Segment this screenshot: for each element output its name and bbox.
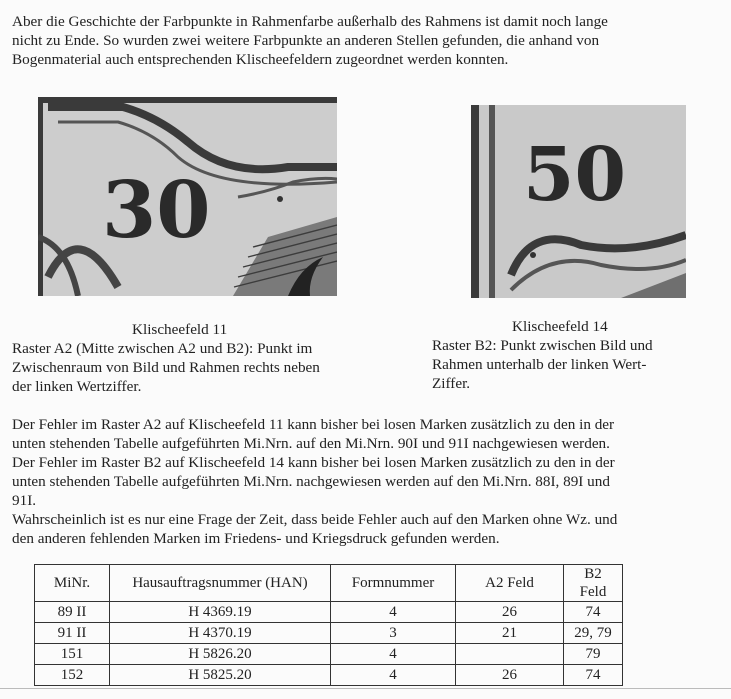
detail-line: unten stehenden Tabelle aufgeführten Mi.Nrn. nachgewiesen werden auf den Mi.Nrn. 88I, 89I und [12,473,610,490]
intro-paragraph [12,12,718,69]
col-header-minr: MiNr. [35,565,110,602]
caption-title: Klischeefeld 11 [132,321,228,338]
detail-line: den anderen fehlenden Marken im Friedens- und Kriegsdruck gefunden werden. [12,530,500,547]
cell-b2-feld: 29, 79 [564,623,623,644]
cell-a2-feld: 26 [456,602,564,623]
detail-paragraph [12,415,718,548]
cell-han: H 4370.19 [110,623,331,644]
caption-line: Raster A2 (Mitte zwischen A2 und B2): Punkt im [12,340,313,357]
caption-line: Raster B2: Punkt zwischen Bild und [432,337,653,354]
cell-formnummer: 4 [331,665,456,686]
intro-line: Bogenmaterial auch entsprechenden Klischeefeldern zugeordnet werden konnten. [12,51,509,68]
col-header-b2-feld: B2 Feld [564,565,623,602]
stamp-detail-illustration [471,105,686,298]
caption-line: Zwischenraum von Bild und Rahmen rechts neben [12,359,320,376]
cell-a2-feld: 21 [456,623,564,644]
detail-line: unten stehenden Tabelle aufgeführten Mi.Nrn. auf den Mi.Nrn. 90I und 91I nachgewiesen werden. [12,435,610,452]
cell-minr: 89 II [35,602,110,623]
table-row [35,665,623,686]
detail-line: 91I. [12,492,37,509]
stamp-detail-image-11 [38,97,337,296]
caption-title: Klischeefeld 14 [512,318,608,335]
table-row [35,602,623,623]
cell-minr: 151 [35,644,110,665]
page-bottom-divider [0,688,731,689]
table-row [35,644,623,665]
detail-line: Der Fehler im Raster B2 auf Klischeefeld 14 kann bisher bei losen Marken zusätzlich zu den in der [12,454,615,471]
cell-b2-feld: 74 [564,665,623,686]
stamp-value-text: 30 [102,165,211,256]
table-row [35,623,623,644]
caption-line: der linken Wertziffer. [12,378,142,395]
stamp-data-table [34,564,623,686]
table-header-row [35,565,623,602]
cell-formnummer: 3 [331,623,456,644]
cell-minr: 152 [35,665,110,686]
col-header-a2-feld: A2 Feld [456,565,564,602]
cell-formnummer: 4 [331,644,456,665]
intro-line: nicht zu Ende. So wurden zwei weitere Farbpunkte an anderen Stellen gefunden, die anhand von [12,32,600,49]
detail-line: Wahrscheinlich ist es nur eine Frage der Zeit, dass beide Fehler auch auf den Marken ohne Wz. und [12,511,618,528]
figure-caption-11 [12,320,362,396]
stamp-value-text: 50 [523,132,626,218]
cell-a2-feld [456,644,564,665]
cell-formnummer: 4 [331,602,456,623]
cell-han: H 5825.20 [110,665,331,686]
col-header-formnummer: Formnummer [331,565,456,602]
intro-line: Aber die Geschichte der Farbpunkte in Rahmenfarbe außerhalb des Rahmens ist damit noch lange [12,13,608,30]
cell-b2-feld: 74 [564,602,623,623]
figure-caption-14 [432,317,707,393]
stamp-detail-image-14 [471,105,686,298]
col-header-han: Hausauftragsnummer (HAN) [110,565,331,602]
cell-a2-feld: 26 [456,665,564,686]
cell-b2-feld: 79 [564,644,623,665]
cell-han: H 4369.19 [110,602,331,623]
cell-minr: 91 II [35,623,110,644]
detail-line: Der Fehler im Raster A2 auf Klischeefeld 11 kann bisher bei losen Marken zusätzlich zu den in der [12,416,615,433]
cell-han: H 5826.20 [110,644,331,665]
caption-line: Rahmen unterhalb der linken Wert- [432,356,647,373]
stamp-detail-illustration [38,97,337,296]
caption-line: Ziffer. [432,375,471,392]
